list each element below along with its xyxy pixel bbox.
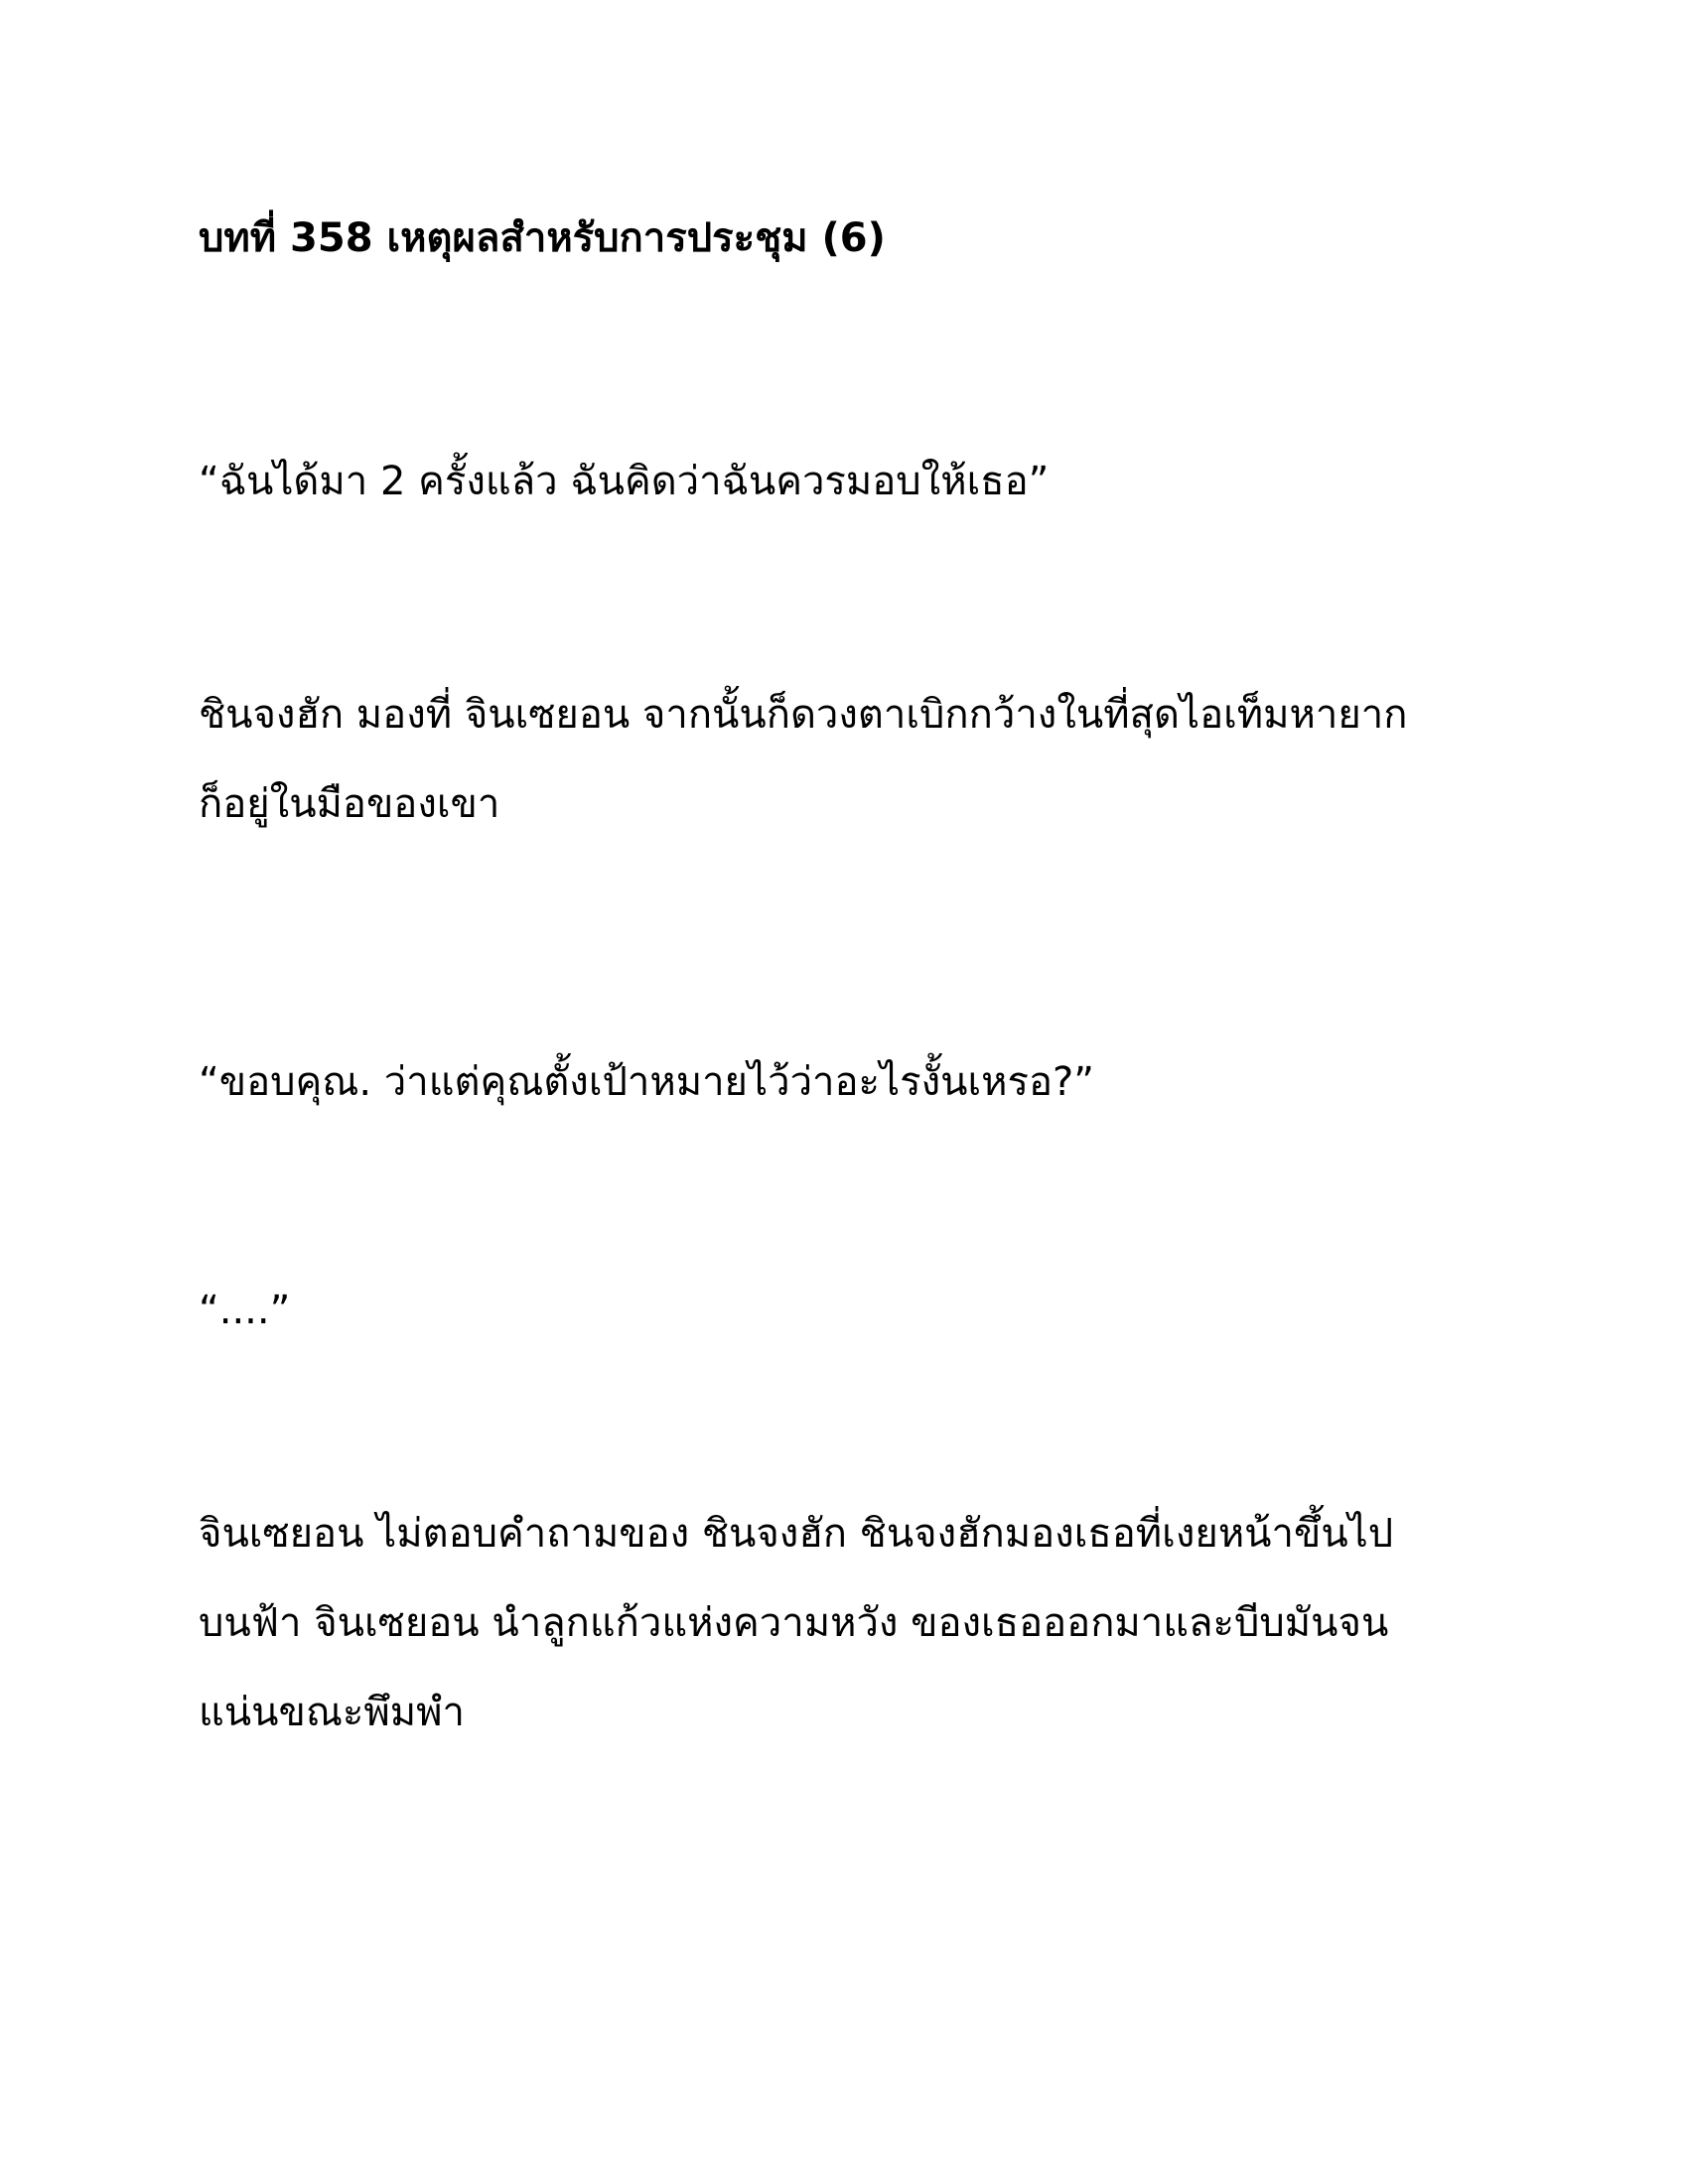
paragraph-line: จินเซยอน ไม่ตอบคำถามของ ชินจงฮัก ชินจงฮักมองเธอที่เงยหน้าขึ้นไป	[199, 1511, 1394, 1557]
paragraph-2	[199, 670, 1489, 849]
paragraph-line: “ขอบคุณ. ว่าแต่คุณตั้งเป้าหมายไว้ว่าอะไรงั้นเหรอ?”	[199, 1059, 1094, 1105]
paragraph-4	[199, 1266, 1489, 1355]
paragraph-3	[199, 1037, 1489, 1127]
paragraph-line: บนฟ้า จินเซยอน นำลูกแก้วแห่งความหวัง ของเธอออกมาและบีบมันจน	[199, 1600, 1389, 1646]
paragraph-line: แน่นขณะพึมพำ	[199, 1690, 465, 1735]
paragraph-line: “....”	[199, 1288, 291, 1333]
chapter-title: บทที่ 358 เหตุผลสำหรับการประชุม (6)	[199, 215, 886, 261]
paragraph-1	[199, 437, 1489, 526]
paragraph-5	[199, 1489, 1489, 1757]
paragraph-line: ก็อยู่ในมือของเขา	[199, 781, 500, 827]
paragraph-line: ชินจงฮัก มองที่ จินเซยอน จากนั้นก็ดวงตาเบิกกว้างในที่สุดไอเท็มหายาก	[199, 692, 1408, 738]
paragraph-line: “ฉันได้มา 2 ครั้งแล้ว ฉันคิดว่าฉันควรมอบให้เธอ”	[199, 459, 1050, 504]
